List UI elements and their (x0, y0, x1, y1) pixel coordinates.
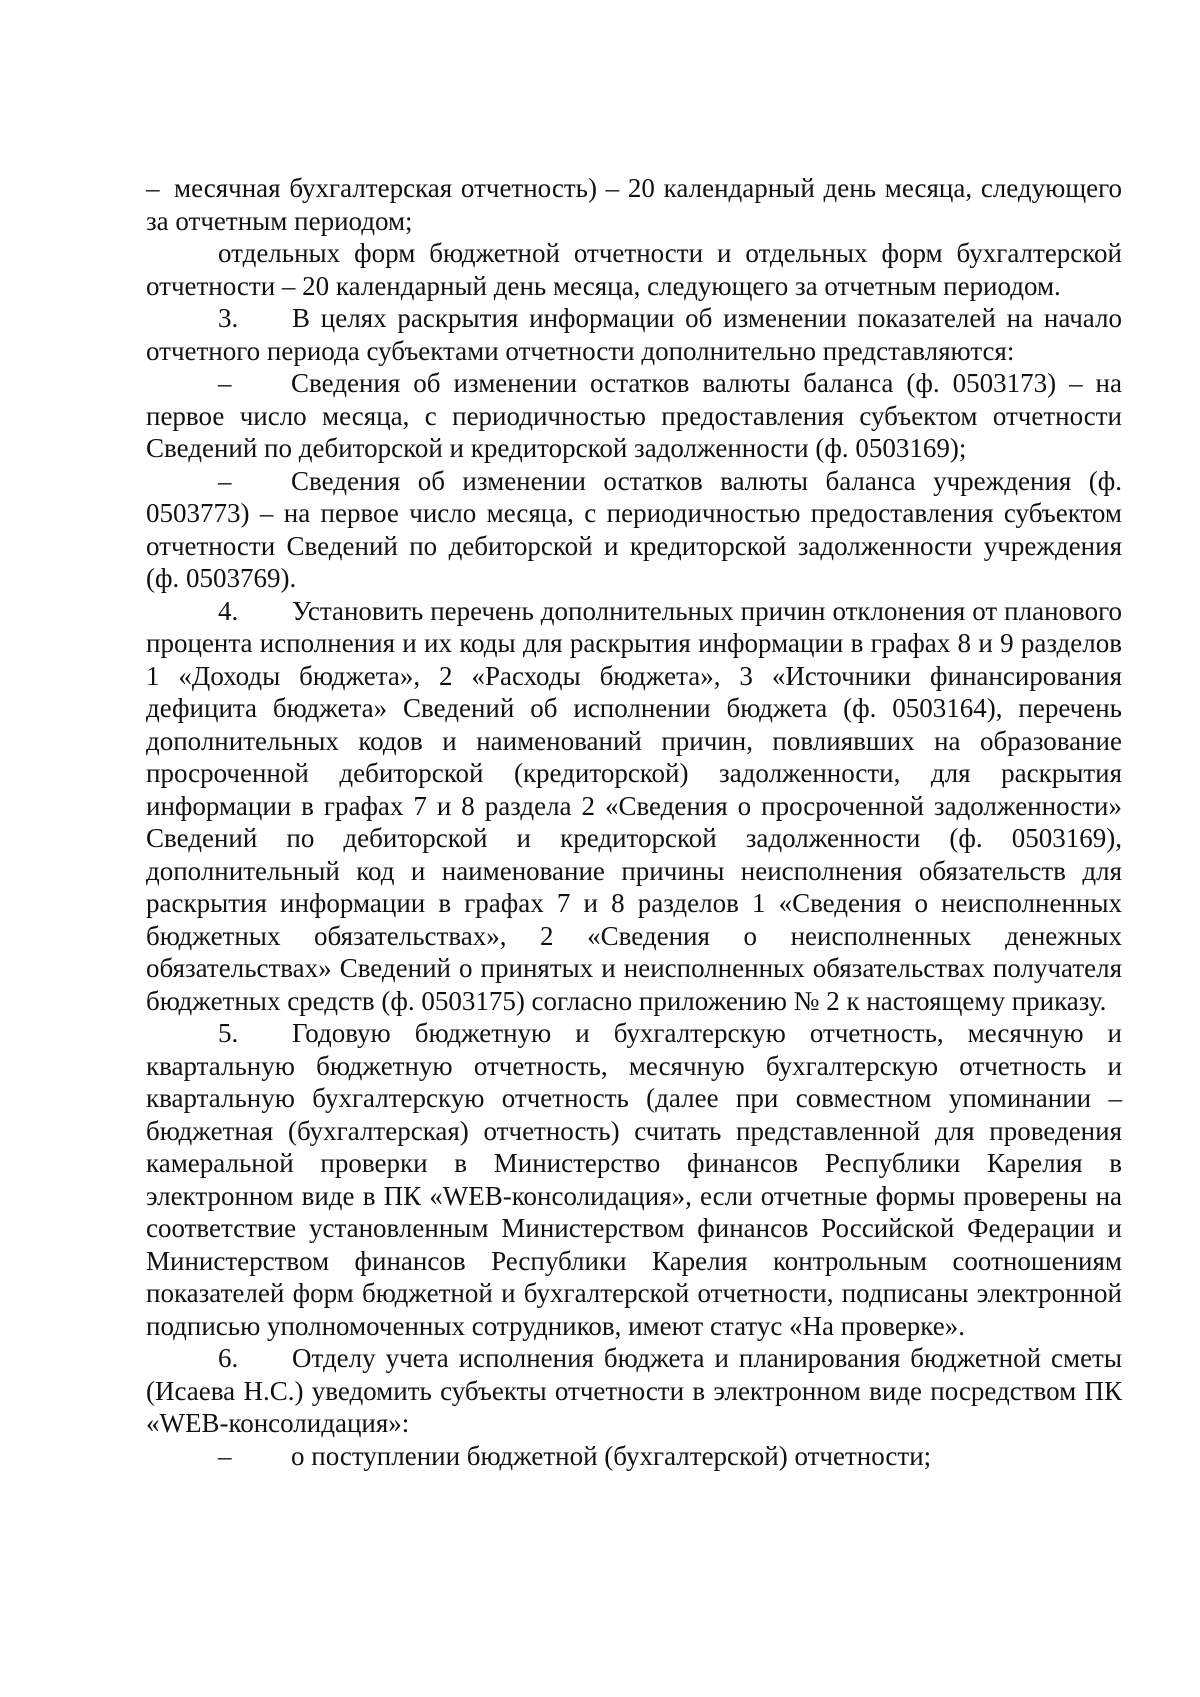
dash-marker: – (218, 1440, 232, 1471)
item-number: 3. (218, 303, 239, 333)
dash-marker: – (146, 173, 160, 203)
document-page (146, 172, 1122, 1472)
paragraph-item-4 (146, 595, 1122, 1018)
paragraph-text: Установить перечень дополнительных причин отклонения от планового процента исполнения и их коды для раскрытия информации в графах 8 и 9 разделов 1 «Доходы бюджета», 2 «Расходы бюджета», 3 «Источники финансирования дефицита бюджета» Сведений об исполнении бюджета (ф. 0503164), перечень дополнительных кодов и наименований причин, повлиявших на образование просроченной дебиторской (кредиторской) задолженности, для раскрытия информации в графах 7 и 8 раздела 2 «Сведения о просроченной задолженности» Сведений по дебиторской и кредиторской задолженности (ф. 0503169), дополнительный код и наименование причины неисполнения обязательств для раскрытия информации в графах 7 и 8 разделов 1 «Сведения о неисполненных бюджетных обязательствах», 2 «Сведения о неисполненных денежных обязательствах» Сведений о принятых и неисполненных обязательствах получателя бюджетных средств (ф. 0503175) согласно приложению № 2 к настоящему приказу. (146, 595, 1122, 1016)
paragraph-text: о поступлении бюджетной (бухгалтерской) отчетности; (291, 1440, 932, 1471)
paragraph-item-6 (146, 1342, 1122, 1440)
dash-marker: – (218, 368, 232, 398)
paragraph-text: Сведения об изменении остатков валюты баланса (ф. 0503173) – на первое число месяца, с периодичностью предоставления субъектом отчетности Сведений по дебиторской и кредиторской задолженности (ф. 0503169); (146, 368, 1122, 463)
paragraph-text: Годовую бюджетную и бухгалтерскую отчетность, месячную и квартальную бюджетную отчетность, месячную бухгалтерскую отчетность и квартальную бухгалтерскую отчетность (далее при совместном упоминании – бюджетная (бухгалтерская) отчетность) считать представленной для проведения камеральной проверки в Министерство финансов Республики Карелия в электронном виде в ПК «WEB-консолидация», если отчетные формы проверены на соответствие установленным Министерством финансов Российской Федерации и Министерством финансов Республики Карелия контрольным соотношениям показателей форм бюджетной и бухгалтерской отчетности, подписаны электронной подписью уполномоченных сотрудников, имеют статус «На проверке». (146, 1018, 1122, 1341)
paragraph-text: отдельных форм бюджетной отчетности и отдельных форм бухгалтерской отчетности – 20 календарный день месяца, следующего за отчетным периодом. (146, 238, 1122, 301)
item-number: 5. (218, 1018, 239, 1048)
paragraph-separate-forms (146, 237, 1122, 302)
paragraph-dash-0503773 (146, 465, 1122, 595)
item-number: 6. (218, 1343, 239, 1373)
paragraph-text: В целях раскрытия информации об изменении показателей на начало отчетного периода субъектами отчетности дополнительно представляются: (146, 303, 1122, 366)
paragraph-text: Сведения об изменении остатков валюты баланса учреждения (ф. 0503773) – на первое число месяца, с периодичностью предоставления субъектом отчетности Сведений по дебиторской и кредиторской задолженности учреждения (ф. 0503769). (146, 465, 1122, 593)
paragraph-text: Отделу учета исполнения бюджета и планирования бюджетной сметы (Исаева Н.С.) уведомить субъекты отчетности в электронном виде посредством ПК «WEB-консолидация»: (146, 1343, 1122, 1438)
paragraph-item-5 (146, 1017, 1122, 1342)
paragraph-dash-0503173 (146, 367, 1122, 465)
item-number: 4. (218, 595, 239, 626)
paragraph-item-3 (146, 302, 1122, 367)
paragraph-text: месячная бухгалтерская отчетность) – 20 календарный день месяца, следующего за отчетным периодом; (146, 173, 1122, 236)
paragraph-dash-receipt (146, 1440, 1122, 1473)
dash-marker: – (218, 465, 232, 496)
paragraph-continuation (146, 172, 1122, 237)
